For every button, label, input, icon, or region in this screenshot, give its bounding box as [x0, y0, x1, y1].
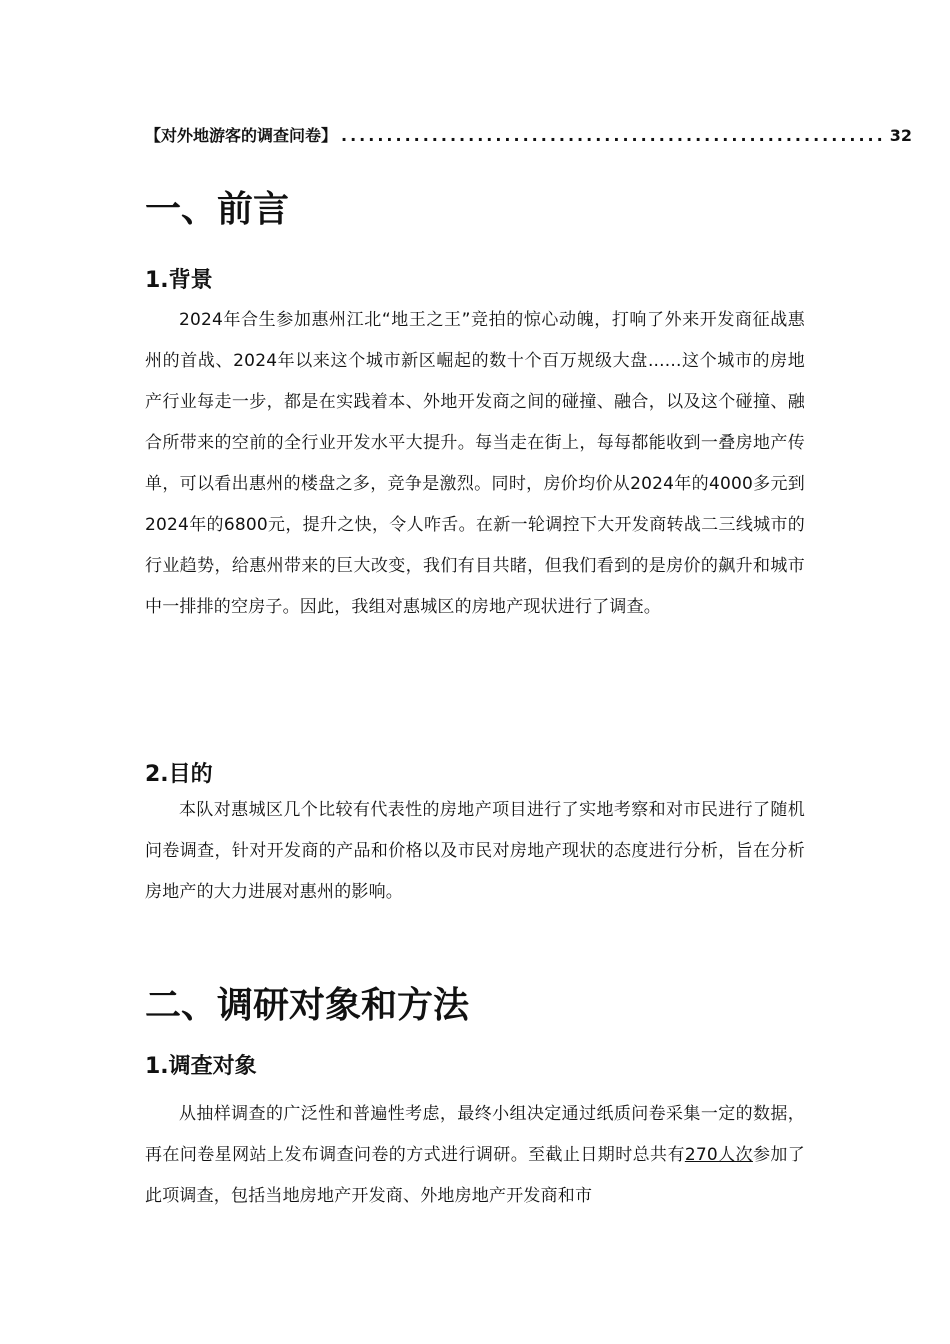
paragraph-text-start: 从抽样调查的广泛性和普遍性考虑，最终小组决定通过纸质问卷采集一定的数据，再在问卷星网站上发布调查问卷的方式进行调研。至截止日期时总共有 [145, 1104, 805, 1165]
paragraph-background: 2024年合生参加惠州江北“地王之王”竞拍的惊心动魄，打响了外来开发商征战惠州的首战、2024年以来这个城市新区崛起的数十个百万规级大盘......这个城市的房地产行业每走一步，都是在实践着本、外地开发商之间的碰撞、融合，以及这个碰撞、融合所带来的空前的全行业开发水平大提升。每当走在街上，每每都能收到一叠房地产传单，可以看出惠州的楼盘之多，竞争是激烈。同时，房价均价从2024年的4000多元到2024年的6800元，提升之快，令人咋舌。在新一轮调控下大开发商转战二三线城市的行业趋势，给惠州带来的巨大改变，我们有目共睹，但我们看到的是房价的飙升和城市中一排排的空房子。因此，我组对惠城区的房地产现状进行了调查。 [145, 310, 805, 617]
toc-entry-title: 【对外地游客的调查问卷】 [145, 126, 338, 145]
paragraph-survey-objects [145, 1094, 805, 1217]
toc-dot-leader: ............................................................ [341, 126, 886, 145]
subheading-survey-objects: 1.调查对象 [145, 1054, 257, 1079]
section-heading-methods: 二、调研对象和方法 [145, 985, 470, 1026]
subheading-background: 1.背景 [145, 268, 213, 293]
section-heading-preface: 一、前言 [145, 189, 290, 230]
toc-page-number: 32 [889, 126, 912, 145]
paragraph-purpose: 本队对惠城区几个比较有代表性的房地产项目进行了实地考察和对市民进行了随机问卷调查，针对开发商的产品和价格以及市民对房地产现状的态度进行分析，旨在分析房地产的大力进展对惠州的影响。 [145, 800, 805, 902]
toc-entry[interactable] [145, 124, 912, 148]
paragraph-text-end: 参加了此项调查，包括当地房地产开发商、外地房地产开发商和市 [145, 1145, 805, 1206]
respondent-count: 270人次 [684, 1145, 753, 1165]
subheading-purpose: 2.目的 [145, 762, 213, 787]
